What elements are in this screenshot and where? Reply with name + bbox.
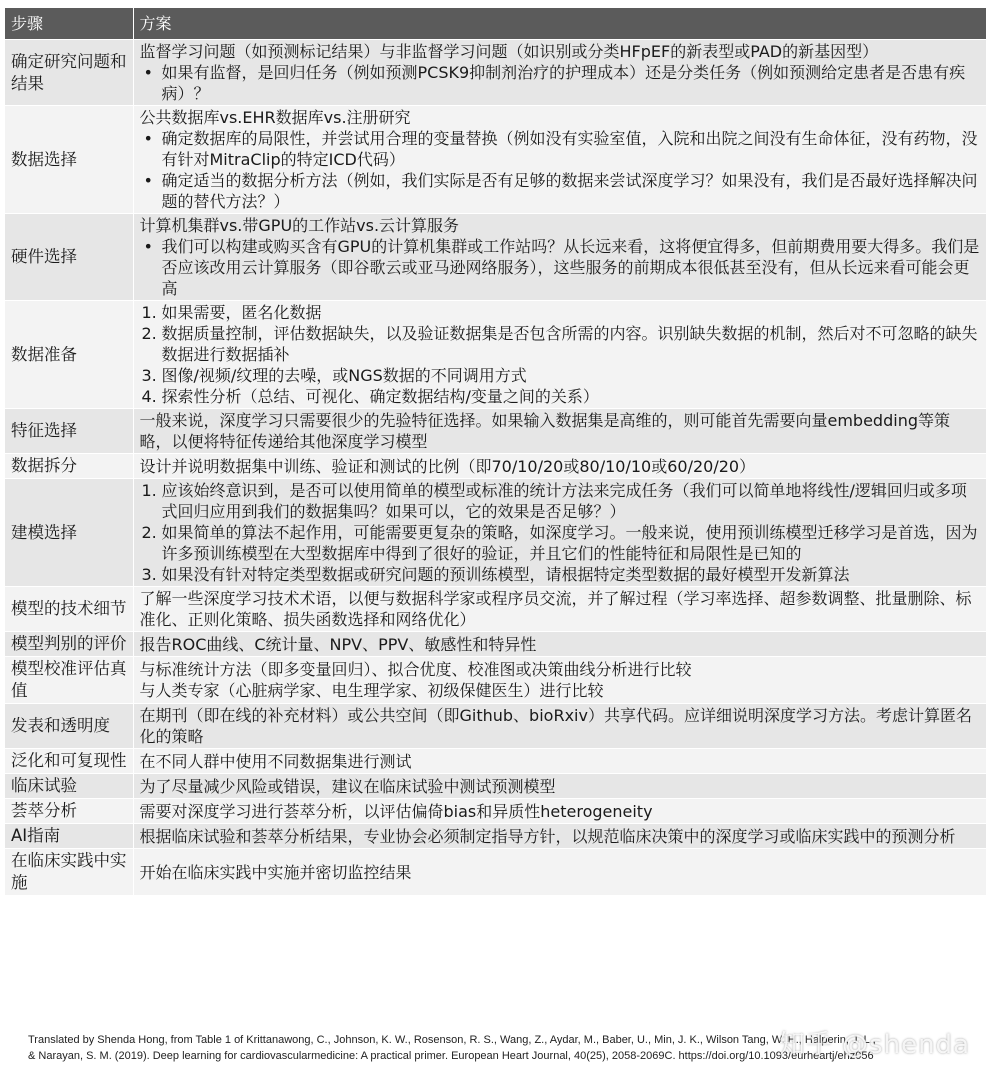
plan-cell [133, 632, 986, 657]
step-cell: 硬件选择 [5, 214, 133, 301]
table-row [5, 479, 986, 587]
header-plan: 方案 [133, 8, 986, 40]
table-row [5, 587, 986, 632]
plan-cell [133, 106, 986, 214]
step-cell: 建模选择 [5, 479, 133, 587]
table-body [5, 40, 986, 896]
steps-table [5, 8, 987, 895]
step-cell: 确定研究问题和结果 [5, 40, 133, 106]
step-cell: 数据选择 [5, 106, 133, 214]
item-number: 3. [141, 366, 157, 385]
plan-cell [133, 849, 986, 896]
plan-cell [133, 301, 986, 409]
plan-text: 在期刊（即在线的补充材料）或公共空间（即Github、bioRxiv）共享代码。应详细说明深度学习方法。考虑计算匿名化的策略 [139, 706, 972, 746]
plan-text: 与标准统计方法（即多变量回归）、拟合优度、校准图或决策曲线分析进行比较 [139, 660, 692, 679]
step-cell: 模型判别的评价 [5, 632, 133, 657]
item-number: 1. [141, 481, 157, 500]
table-row [5, 799, 986, 824]
plan-cell [133, 657, 986, 704]
plan-cell [133, 40, 986, 106]
numbered-item [140, 323, 980, 365]
table-row [5, 409, 986, 454]
plan-cell [133, 774, 986, 799]
step-cell: 数据拆分 [5, 454, 133, 479]
item-text: 图像/视频/纹理的去噪，或NGS数据的不同调用方式 [161, 366, 527, 385]
plan-cell [133, 587, 986, 632]
item-number: 1. [141, 303, 157, 322]
numbered-item [140, 302, 980, 323]
table-row [5, 40, 986, 106]
plan-text: 计算机集群vs.带GPU的工作站vs.云计算服务 [139, 216, 460, 235]
step-cell: AI指南 [5, 824, 133, 849]
table-row [5, 749, 986, 774]
bullet-list [140, 236, 980, 299]
plan-text: 公共数据库vs.EHR数据库vs.注册研究 [139, 108, 411, 127]
plan-text: 与人类专家（心脏病学家、电生理学家、初级保健医生）进行比较 [139, 681, 604, 700]
item-text: 数据质量控制，评估数据缺失，以及验证数据集是否包含所需的内容。识别缺失数据的机制，然后对不可忽略的缺失数据进行数据插补 [161, 324, 978, 364]
numbered-item [140, 480, 980, 522]
plan-cell [133, 749, 986, 774]
plan-text: 报告ROC曲线、C统计量、NPV、PPV、敏感性和特异性 [139, 634, 537, 654]
plan-cell [133, 704, 986, 749]
plan-text: 监督学习问题（如预测标记结果）与非监督学习问题（如识别或分类HFpEF的新表型或PAD的新基因型） [139, 42, 879, 61]
numbered-item [140, 522, 980, 564]
step-cell: 模型的技术细节 [5, 587, 133, 632]
table-header-row [5, 8, 986, 40]
item-text: 应该始终意识到，是否可以使用简单的模型或标准的统计方法来完成任务（我们可以简单地将线性/逻辑回归或多项式回归应用到我们的数据集吗？如果可以，它的效果是否足够？） [161, 481, 967, 521]
bullet-item: • 确定数据库的局限性，并尝试用合理的变量替换（例如没有实验室值，入院和出院之间没有生命体征，没有药物，没有针对MitraClip的特定ICD代码） [140, 128, 980, 170]
table-row [5, 301, 986, 409]
table-row [5, 704, 986, 749]
item-text: 探索性分析（总结、可视化、确定数据结构/变量之间的关系） [161, 387, 599, 406]
citation-line-1: Translated by Shenda Hong, from Table 1 of Krittanawong, C., Johnson, K. W., Rosenson, R. S., Wang, Z., Aydar, M., Baber, U., Min, J. K., Wilson Tang, W. H., Halperin, J. L., [28, 1034, 876, 1046]
plan-cell [133, 799, 986, 824]
plan-cell [133, 479, 986, 587]
step-cell: 数据准备 [5, 301, 133, 409]
plan-text: 根据临床试验和荟萃分析结果，专业协会必须制定指导方针，以规范临床决策中的深度学习或临床实践中的预测分析 [139, 826, 956, 846]
step-cell: 发表和透明度 [5, 704, 133, 749]
plan-text: 设计并说明数据集中训练、验证和测试的比例（即70/10/20或80/10/10或60/20/20） [139, 456, 756, 476]
plan-cell [133, 454, 986, 479]
step-cell: 在临床实践中实施 [5, 849, 133, 896]
numbered-item [140, 564, 980, 585]
step-cell: 临床试验 [5, 774, 133, 799]
plan-text: 需要对深度学习进行荟萃分析，以评估偏倚bias和异质性heterogeneity [139, 801, 653, 821]
plan-text: 一般来说，深度学习只需要很少的先验特征选择。如果输入数据集是高维的，则可能首先需要向量embedding等策略，以便将特征传递给其他深度学习模型 [139, 411, 950, 451]
table-row [5, 849, 986, 896]
plan-text: 了解一些深度学习技术术语，以便与数据科学家或程序员交流，并了解过程（学习率选择、超参数调整、批量删除、标准化、正则化策略、损失函数选择和网络优化） [139, 589, 972, 629]
citation-line-2: & Narayan, S. M. (2019). Deep learning for cardiovascularmedicine: A practical primer. European Heart Journal, 40(25), 2058-2069C. https://doi.org/10.1093/eurheartj/ehz056 [28, 1050, 874, 1062]
plan-cell [133, 214, 986, 301]
item-number: 3. [141, 565, 157, 584]
step-cell: 泛化和可复现性 [5, 749, 133, 774]
plan-cell [133, 409, 986, 454]
bullet-item: • 确定适当的数据分析方法（例如，我们实际是否有足够的数据来尝试深度学习？如果没有，我们是否最好选择解决问题的替代方法？） [140, 170, 980, 212]
bullet-list [140, 62, 980, 104]
document-page [5, 8, 986, 895]
table-row [5, 106, 986, 214]
table-row [5, 774, 986, 799]
item-text: 如果没有针对特定类型数据或研究问题的预训练模型，请根据特定类型数据的最好模型开发新算法 [161, 565, 850, 584]
header-step: 步骤 [5, 8, 133, 40]
plan-text: 开始在临床实践中实施并密切监控结果 [139, 862, 412, 882]
item-number: 2. [141, 324, 157, 343]
plan-text: 为了尽量减少风险或错误，建议在临床试验中测试预测模型 [139, 776, 556, 796]
numbered-list [140, 480, 980, 585]
table-row [5, 824, 986, 849]
table-row [5, 214, 986, 301]
bullet-item: • 我们可以构建或购买含有GPU的计算机集群或工作站吗？从长远来看，这将便宜得多，但前期费用要大得多。我们是否应该改用云计算服务（即谷歌云或亚马逊网络服务），这些服务的前期成本很低甚至没有，但从长远来看可能会更高 [140, 236, 980, 299]
watermark: 知乎 @shenda [778, 1030, 970, 1060]
item-text: 如果需要，匿名化数据 [161, 303, 322, 322]
numbered-item [140, 365, 980, 386]
table-row [5, 657, 986, 704]
step-cell: 模型校准评估真值 [5, 657, 133, 704]
item-number: 4. [141, 387, 157, 406]
numbered-list [140, 302, 980, 407]
item-text: 如果简单的算法不起作用，可能需要更复杂的策略，如深度学习。一般来说，使用预训练模型迁移学习是首选，因为许多预训练模型在大型数据库中得到了很好的验证，并且它们的性能特征和局限性是已知的 [161, 523, 978, 563]
step-cell: 荟萃分析 [5, 799, 133, 824]
table-row [5, 454, 986, 479]
plan-text: 在不同人群中使用不同数据集进行测试 [139, 751, 412, 771]
plan-cell [133, 824, 986, 849]
step-cell: 特征选择 [5, 409, 133, 454]
table-row [5, 632, 986, 657]
bullet-list [140, 128, 980, 212]
item-number: 2. [141, 523, 157, 542]
bullet-item: • 如果有监督，是回归任务（例如预测PCSK9抑制剂治疗的护理成本）还是分类任务（例如预测给定患者是否患有疾病）？ [140, 62, 980, 104]
numbered-item [140, 386, 980, 407]
